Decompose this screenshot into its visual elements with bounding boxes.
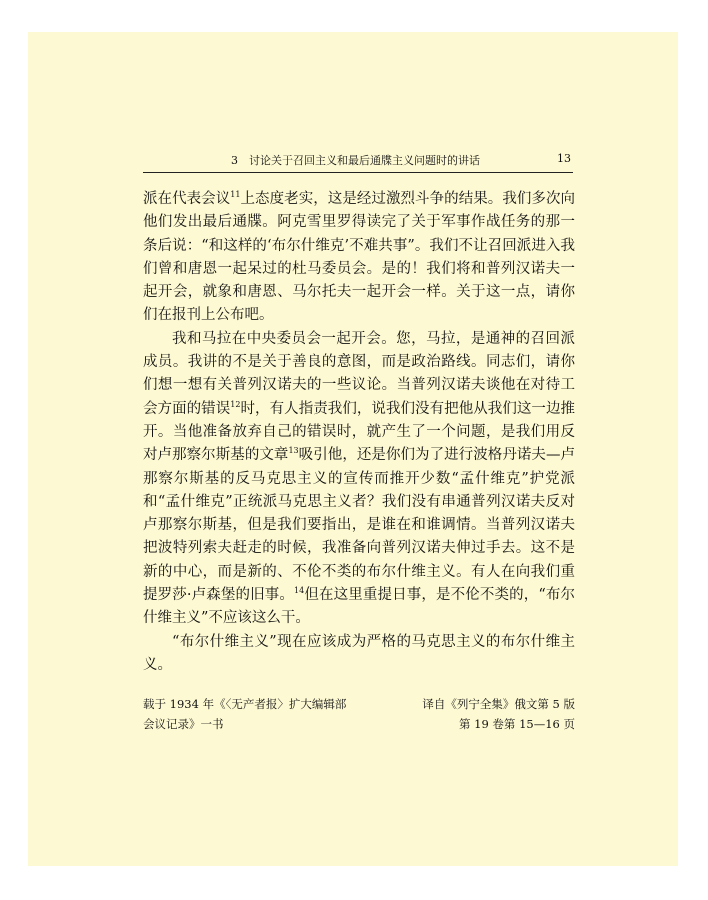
source-translation-line-1: 译自《列宁全集》俄文第 5 版	[422, 697, 575, 711]
source-publication	[143, 694, 363, 734]
source-translation	[375, 694, 575, 734]
paragraph-text: 但在这里重提日事，是不伦不类的，“布尔什维主义”不应该这么干。	[143, 587, 575, 627]
footnote-marker[interactable]: 13	[288, 446, 299, 456]
source-publication-line-1: 载于 1934 年《〈无产者报〉扩大编辑部	[143, 697, 347, 711]
body-text	[143, 188, 575, 677]
source-publication-line-2: 会议记录》一书	[143, 717, 224, 731]
running-header	[143, 150, 573, 173]
page-number: 13	[557, 152, 571, 165]
footnote-marker[interactable]: 12	[230, 399, 241, 409]
footnote-marker[interactable]: 11	[230, 190, 241, 199]
paragraph-text: 时，有人指责我们，说我们没有把他从我们这一边推开。当他准备放弃自己的错误时，就产生了一个问题，是我们用反对卢那察尔斯基的文章	[143, 400, 576, 464]
paragraph-text: 我和马拉在中央委员会一起开会。您，马拉，是通神的召回派成员。我讲的不是关于善良的意图，而是政治路线。同志们，请你们想一想有关普列汉诺夫的一些议论。当普列汉诺夫谈他在对待工会方面的错误	[143, 330, 575, 417]
paragraph-text: 派在代表会议	[143, 191, 231, 207]
chapter-title: 3 讨论关于召回主义和最后通牒主义问题时的讲话	[231, 154, 480, 167]
paragraph	[143, 188, 575, 328]
paragraph	[143, 631, 575, 678]
paragraph	[143, 328, 575, 631]
footnote-marker[interactable]: 14	[294, 586, 305, 596]
paragraph-text: 上态度老实，这是经过激烈斗争的结果。我们多次向他们发出最后通牒。阿克雪里罗得读完了关于军事作战任务的那一条后说：“和这样的‘布尔什维克’不难共事”。我们不让召回派进入我们曾和唐恩一起呆过的杜马委员会。是的！我们将和普列汉诺夫一起开会，就象和唐恩、马尔托夫一起开会一样。关于这一点，请你们在报刊上公布吧。	[143, 191, 576, 324]
paragraph-text: 吸引他，还是你们为了进行波格丹诺夫—卢那察尔斯基的反马克思主义的宣传而推开少数“孟什维克”护党派和“孟什维克”正统派马克思主义者？我们没有串通普列汉诺夫反对卢那察尔斯基，但是我们要指出，是谁在和谁调情。当普列汉诺夫把波特列索夫赶走的时候，我准备向普列汉诺夫伸过手去。这不是新的中心，而是新的、不伦不类的布尔什维主义。有人在向我们重提罗莎·卢森堡的旧事。	[143, 447, 575, 604]
paragraph-text: “布尔什维主义”现在应该成为严格的马克思主义的布尔什维主义。	[143, 633, 575, 673]
source-translation-line-2: 第 19 卷第 15—16 页	[458, 717, 575, 731]
